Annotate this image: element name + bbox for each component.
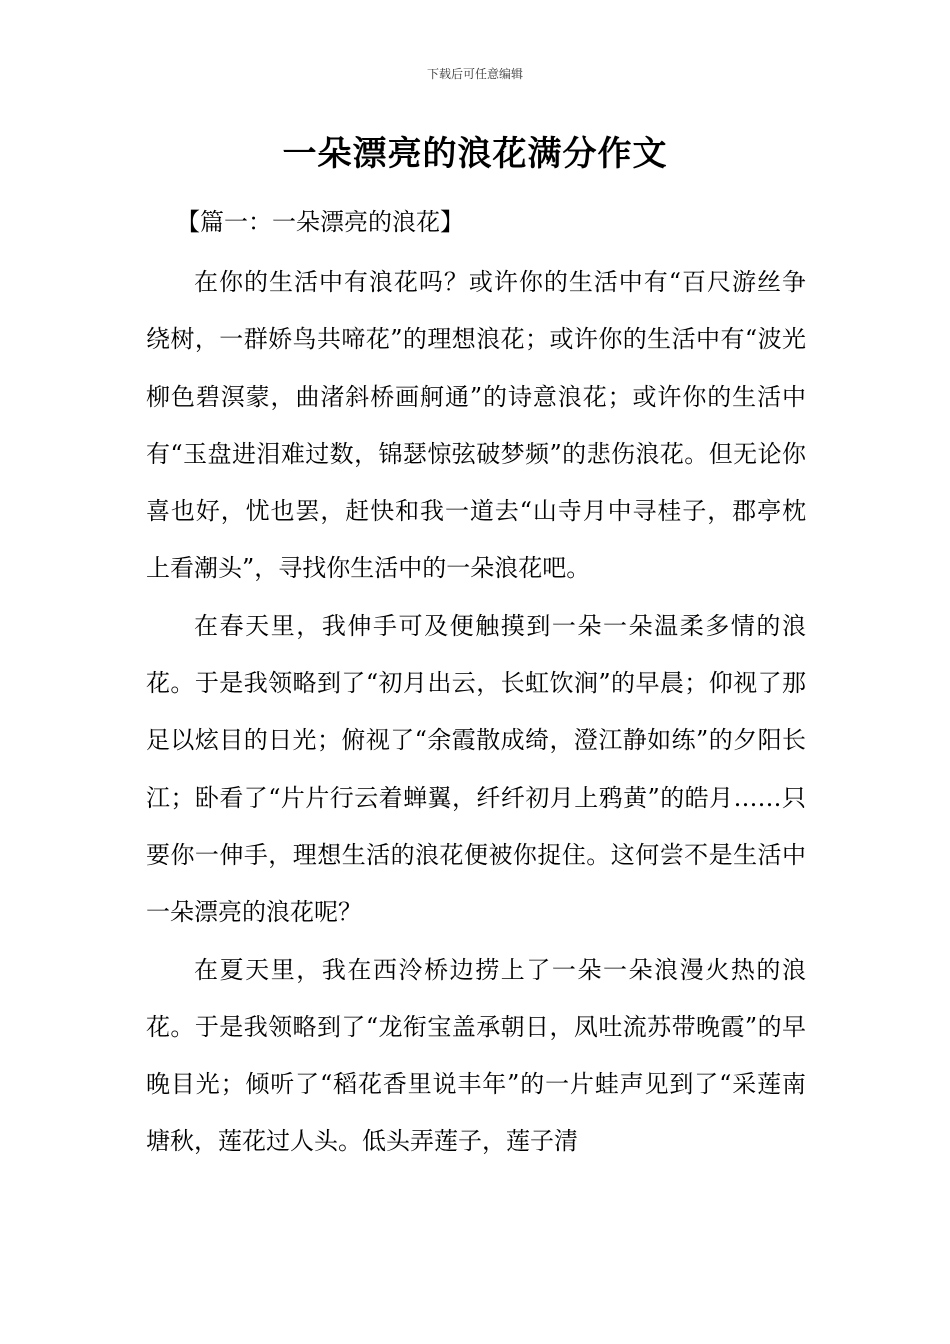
paragraph: 在你的生活中有浪花吗？或许你的生活中有“百尺游丝争绕树，一群娇鸟共啼花”的理想浪花；或许你的生活中有“波光柳色碧溟蒙，曲渚斜桥画舸通”的诗意浪花；或许你的生活中有“玉盘进泪难过数，锦瑟惊弦破梦频”的悲伤浪花。但无论你喜也好，忧也罢，赶快和我一道去“山寺月中寻桂子，郡亭枕上看潮头”，寻找你生活中的一朵浪花吧。 <box>146 268 806 583</box>
header-note: 下载后可任意编辑 <box>426 67 523 81</box>
document-title: 一朵漂亮的浪花满分作文 <box>282 134 668 174</box>
paragraph: 在夏天里，我在西泠桥边捞上了一朵一朵浪漫火热的浪花。于是我领略到了“龙衔宝盖承朝日，凤吐流苏带晚霞”的早晚目光；倾听了“稻花香里说丰年”的一片蛙声见到了“采莲南塘秋，莲花过人头。低头弄莲子，莲子清 <box>146 955 806 1156</box>
paragraph: 在春天里，我伸手可及便触摸到一朵一朵温柔多情的浪花。于是我领略到了“初月出云，长虹饮涧”的早晨；仰视了那足以炫目的日光；俯视了“余霞散成绮，澄江静如练”的夕阳长江；卧看了“片片行云着蝉翼，纤纤初月上鸦黄”的皓月……只要你一伸手，理想生活的浪花便被你捉住。这何尝不是生活中一朵漂亮的浪花呢？ <box>146 611 806 927</box>
body-text <box>146 254 806 1171</box>
section-heading: 【篇一：一朵漂亮的浪花】 <box>176 208 464 236</box>
